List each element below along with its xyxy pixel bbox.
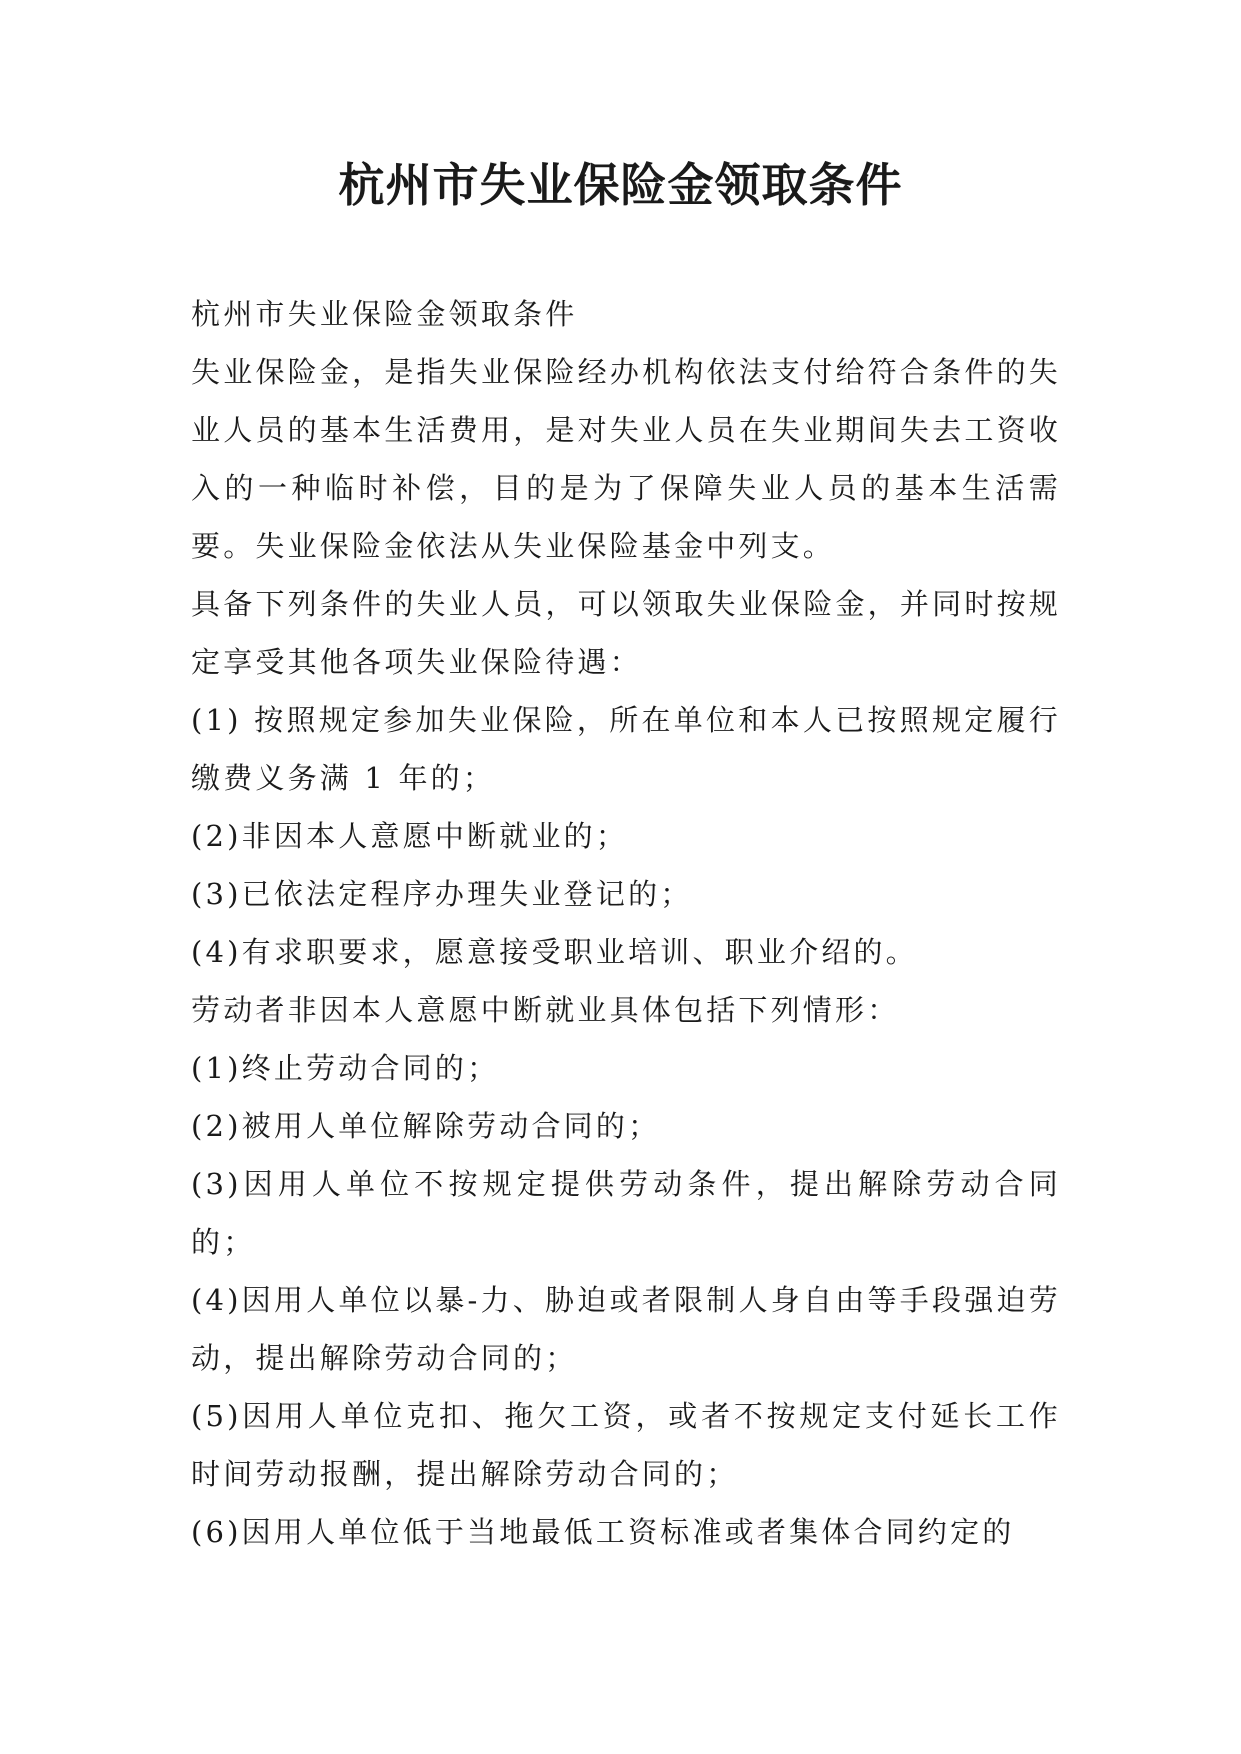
body-paragraph-eligibility-intro: 具备下列条件的失业人员，可以领取失业保险金，并同时按规定享受其他各项失业保险待遇： [191, 587, 1061, 679]
situation-item-3: (3)因用人单位不按规定提供劳动条件，提出解除劳动合同的； [191, 1167, 1061, 1259]
situation-item-6: (6)因用人单位低于当地最低工资标准或者集体合同约定的 [191, 1515, 1015, 1549]
body-paragraph-situations-intro: 劳动者非因本人意愿中断就业具体包括下列情形： [191, 993, 900, 1027]
situation-item-5: (5)因用人单位克扣、拖欠工资，或者不按规定支付延长工作时间劳动报酬，提出解除劳动合同的； [191, 1399, 1061, 1491]
body-paragraph-heading: 杭州市失业保险金领取条件 [191, 297, 578, 331]
eligibility-item-3: (3)已依法定程序办理失业登记的； [191, 877, 693, 911]
situation-item-4: (4)因用人单位以暴-力、胁迫或者限制人身自由等手段强迫劳动，提出解除劳动合同的； [191, 1283, 1061, 1375]
eligibility-item-2: (2)非因本人意愿中断就业的； [191, 819, 629, 853]
eligibility-item-4: (4)有求职要求，愿意接受职业培训、职业介绍的。 [191, 935, 918, 969]
document-title: 杭州市失业保险金领取条件 [338, 158, 903, 212]
eligibility-item-1: (1) 按照规定参加失业保险，所在单位和本人已按照规定履行缴费义务满 1 年的； [191, 703, 1061, 795]
situation-item-1: (1)终止劳动合同的； [191, 1051, 500, 1085]
situation-item-2: (2)被用人单位解除劳动合同的； [191, 1109, 661, 1143]
body-paragraph-definition: 失业保险金，是指失业保险经办机构依法支付给符合条件的失业人员的基本生活费用，是对失业人员在失业期间失去工资收入的一种临时补偿，目的是为了保障失业人员的基本生活需要。失业保险金依法从失业保险基金中列支。 [191, 355, 1061, 563]
document-body [191, 285, 1061, 1561]
